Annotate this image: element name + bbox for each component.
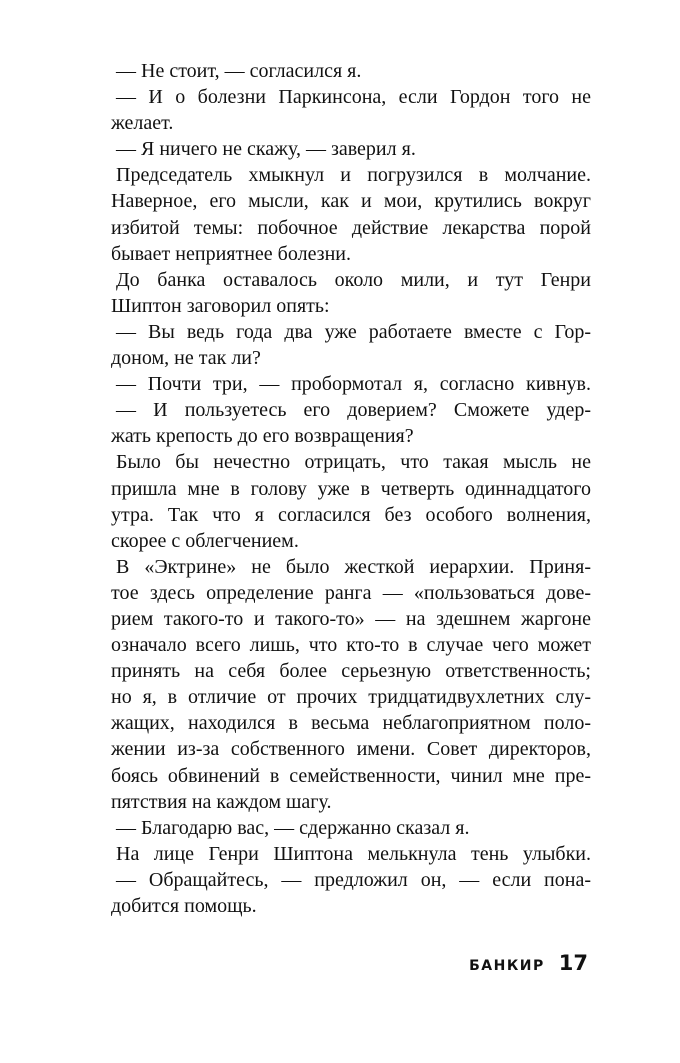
text-line: жать крепость до его возвращения? [111, 425, 414, 448]
text-line: пришла мне в голову уже в четверть одиннадцатого [111, 477, 591, 500]
text-line: тое здесь определение ранга — «пользоваться дове- [111, 581, 591, 604]
text-line: Шиптон заговорил опять: [111, 294, 330, 317]
text-line: жении из-за собственного имени. Совет директоров, [111, 738, 591, 761]
page-number: 17 [558, 951, 588, 975]
text-line: принять на себя более серьезную ответственность; [111, 660, 591, 683]
text-line: избитой темы: побочное действие лекарства порой [111, 216, 591, 239]
text-line: — Благодарю вас, — сдержанно сказал я. [116, 816, 470, 839]
text-line: Председатель хмыкнул и погрузился в молчание. [116, 164, 591, 187]
text-line: бывает неприятнее болезни. [111, 242, 351, 265]
text-line: означало всего лишь, что кто-то в случае чего может [111, 634, 591, 657]
text-line: боясь обвинений в семейственности, чинил мне пре- [111, 764, 591, 787]
running-title: БАНКИР [469, 958, 545, 974]
text-line: — Вы ведь года два уже работаете вместе с Гор- [116, 320, 591, 343]
page-footer [469, 951, 588, 975]
body-text [111, 58, 591, 919]
text-line: но я, в отличие от прочих тридцатидвухлетних слу- [111, 686, 591, 709]
text-line: рием такого-то и такого-то» — на здешнем жаргоне [111, 607, 591, 630]
text-line: На лице Генри Шиптона мелькнула тень улыбки. [116, 842, 591, 865]
text-line: добится помощь. [111, 895, 257, 917]
text-line: В «Эктрине» не было жесткой иерархии. Приня- [116, 555, 591, 578]
text-line: — Обращайтесь, — предложил он, — если пона- [116, 868, 591, 891]
text-line: утра. Так что я согласился без особого волнения, [111, 503, 591, 526]
text-line: — Не стоит, — согласился я. [116, 60, 362, 82]
text-line: — Я ничего не скажу, — заверил я. [116, 138, 416, 161]
text-line: — И пользуетесь его доверием? Сможете удер- [116, 399, 591, 422]
text-line: До банка оставалось около мили, и тут Генри [116, 268, 591, 291]
text-line: пятствия на каждом шагу. [111, 790, 332, 813]
text-line: жащих, находился в весьма неблагоприятном поло- [111, 712, 591, 735]
text-line: желает. [111, 112, 174, 135]
text-line: Было бы нечестно отрицать, что такая мысль не [116, 451, 591, 474]
text-line: Наверное, его мысли, как и мои, крутились вокруг [111, 190, 591, 213]
text-line: — И о болезни Паркинсона, если Гордон того не [116, 86, 591, 109]
text-line: — Почти три, — пробормотал я, согласно кивнув. [116, 373, 591, 396]
text-line: скорее с облегчением. [111, 529, 299, 552]
text-line: доном, не так ли? [111, 347, 261, 370]
